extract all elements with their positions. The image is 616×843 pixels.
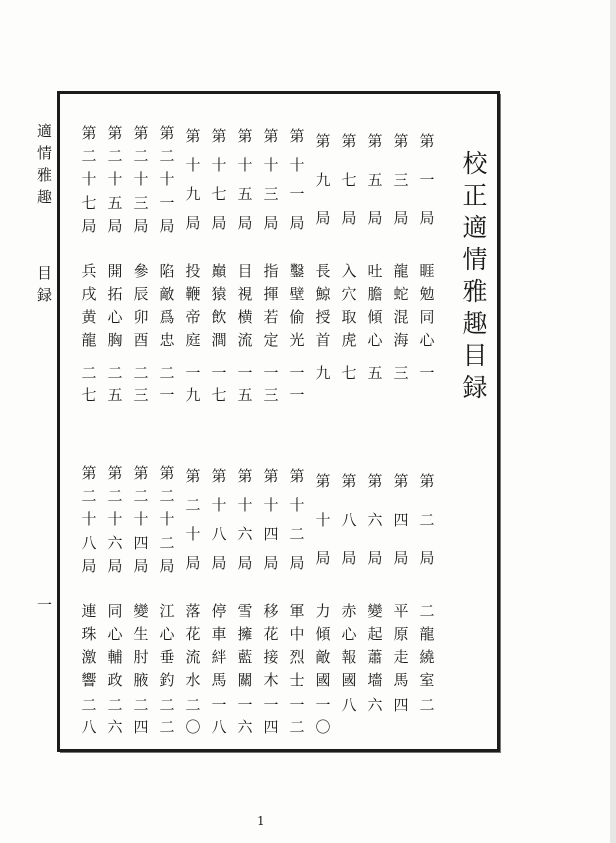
top-entry-name: 目 視 横 流 xyxy=(237,262,253,349)
top-entry-name: 兵 戌 黄 龍 xyxy=(81,262,97,349)
top-entry-page: 一 三 xyxy=(263,364,279,404)
top-entry-page: 一 一 xyxy=(289,364,305,404)
bottom-entry-number: 第 二 十 二 局 xyxy=(159,464,175,575)
top-entry-page: 二 一 xyxy=(159,364,175,404)
top-entry-number: 第 二 十 七 局 xyxy=(81,124,97,235)
top-entry-number: 第 十 七 局 xyxy=(211,127,227,232)
bottom-entry-number: 第 八 局 xyxy=(341,472,357,568)
top-entry-page: 一 九 xyxy=(185,364,201,404)
top-entry-number: 第 五 局 xyxy=(367,132,383,228)
bottom-entry-page: 一 二 xyxy=(289,696,305,736)
top-entry-number: 第 十 三 局 xyxy=(263,127,279,232)
bottom-entry-number: 第 二 十 局 xyxy=(185,467,201,572)
bottom-entry-number: 第 二 局 xyxy=(419,472,435,568)
bottom-entry-name: 江 心 垂 釣 xyxy=(159,602,175,689)
bottom-entry-page: 一 六 xyxy=(237,696,253,736)
bottom-entry-name: 變 起 蕭 墻 xyxy=(367,602,383,689)
bottom-entry-name: 停 車 絆 馬 xyxy=(211,602,227,689)
top-entry-number: 第 二 十 五 局 xyxy=(107,124,123,235)
bottom-entry-page: 二 四 xyxy=(133,696,149,736)
page-edge-shadow xyxy=(610,0,616,843)
top-entry-name: 參 辰 卯 酉 xyxy=(133,262,149,349)
bottom-entry-name: 移 花 接 木 xyxy=(263,602,279,689)
bottom-entry-name: 平 原 走 馬 xyxy=(393,602,409,689)
top-entry-number: 第 二 十 一 局 xyxy=(159,124,175,235)
bottom-entry-number: 第 四 局 xyxy=(393,472,409,568)
bottom-entry-number: 第 十 四 局 xyxy=(263,467,279,572)
margin-book-title: 適 情 雅 趣 xyxy=(37,122,53,206)
top-entry-number: 第 十 九 局 xyxy=(185,127,201,232)
top-entry-name: 吐 膽 傾 心 xyxy=(367,262,383,349)
top-entry-number: 第 九 局 xyxy=(315,132,331,228)
top-entry-name: 巔 猿 飲 澗 xyxy=(211,262,227,349)
top-entry-page: 二 七 xyxy=(81,364,97,404)
top-entry-name: 鑿 壁 偷 光 xyxy=(289,262,305,349)
top-entry-page: 一 七 xyxy=(211,364,227,404)
bottom-entry-name: 同 心 輔 政 xyxy=(107,602,123,689)
top-entry-page: 一 xyxy=(419,364,435,382)
bottom-entry-number: 第 十 八 局 xyxy=(211,467,227,572)
top-entry-page: 二 五 xyxy=(107,364,123,404)
top-entry-name: 龍 蛇 混 海 xyxy=(393,262,409,349)
bottom-entry-number: 第 十 六 局 xyxy=(237,467,253,572)
bottom-entry-name: 連 珠 激 響 xyxy=(81,602,97,689)
bottom-entry-page: 二 xyxy=(419,696,435,714)
bottom-entry-name: 落 花 流 水 xyxy=(185,602,201,689)
bottom-entry-number: 第 二 十 四 局 xyxy=(133,464,149,575)
bottom-entry-page: 一 八 xyxy=(211,696,227,736)
bottom-entry-page: 四 xyxy=(393,696,409,714)
bottom-entry-page: 一 〇 xyxy=(315,696,331,736)
bottom-entry-number: 第 十 局 xyxy=(315,472,331,568)
bottom-entry-page: 二 八 xyxy=(81,696,97,736)
top-entry-page: 九 xyxy=(315,364,331,382)
bottom-entry-page: 八 xyxy=(341,696,357,714)
top-entry-page: 一 五 xyxy=(237,364,253,404)
bottom-entry-name: 雪 擁 藍 關 xyxy=(237,602,253,689)
top-entry-page: 五 xyxy=(367,364,383,382)
bottom-entry-page: 二 〇 xyxy=(185,696,201,736)
bottom-entry-page: 六 xyxy=(367,696,383,714)
bottom-entry-page: 二 六 xyxy=(107,696,123,736)
margin-section-label: 目 録 xyxy=(37,264,53,304)
bottom-entry-number: 第 六 局 xyxy=(367,472,383,568)
top-entry-name: 陷 敵 爲 忠 xyxy=(159,262,175,349)
bottom-entry-page: 二 二 xyxy=(159,696,175,736)
top-entry-number: 第 三 局 xyxy=(393,132,409,228)
top-entry-number: 第 十 一 局 xyxy=(289,127,305,232)
top-entry-number: 第 一 局 xyxy=(419,132,435,228)
top-entry-page: 七 xyxy=(341,364,357,382)
top-entry-name: 開 拓 心 胸 xyxy=(107,262,123,349)
top-entry-name: 睚 勉 同 心 xyxy=(419,262,435,349)
bottom-entry-name: 軍 中 烈 士 xyxy=(289,602,305,689)
bottom-entry-number: 第 十 二 局 xyxy=(289,467,305,572)
bottom-entry-name: 變 生 肘 腋 xyxy=(133,602,149,689)
bottom-entry-name: 赤 心 報 國 xyxy=(341,602,357,689)
top-entry-page: 二 三 xyxy=(133,364,149,404)
top-entry-number: 第 七 局 xyxy=(341,132,357,228)
bottom-entry-name: 二 龍 繞 室 xyxy=(419,602,435,689)
bottom-entry-number: 第 二 十 八 局 xyxy=(81,464,97,575)
top-entry-name: 投 鞭 帝 庭 xyxy=(185,262,201,349)
top-entry-number: 第 十 五 局 xyxy=(237,127,253,232)
top-entry-page: 三 xyxy=(393,364,409,382)
bottom-entry-name: 力 傾 敵 國 xyxy=(315,602,331,689)
top-entry-name: 長 鯨 授 首 xyxy=(315,262,331,349)
bottom-entry-page: 一 四 xyxy=(263,696,279,736)
page-title: 校 正 適 情 雅 趣 目 録 xyxy=(462,149,488,402)
top-entry-name: 指 揮 若 定 xyxy=(263,262,279,349)
top-entry-number: 第 二 十 三 局 xyxy=(133,124,149,235)
page-number: 1 xyxy=(257,814,265,828)
bottom-entry-number: 第 二 十 六 局 xyxy=(107,464,123,575)
top-entry-name: 入 穴 取 虎 xyxy=(341,262,357,349)
margin-folio: 一 xyxy=(37,596,53,614)
